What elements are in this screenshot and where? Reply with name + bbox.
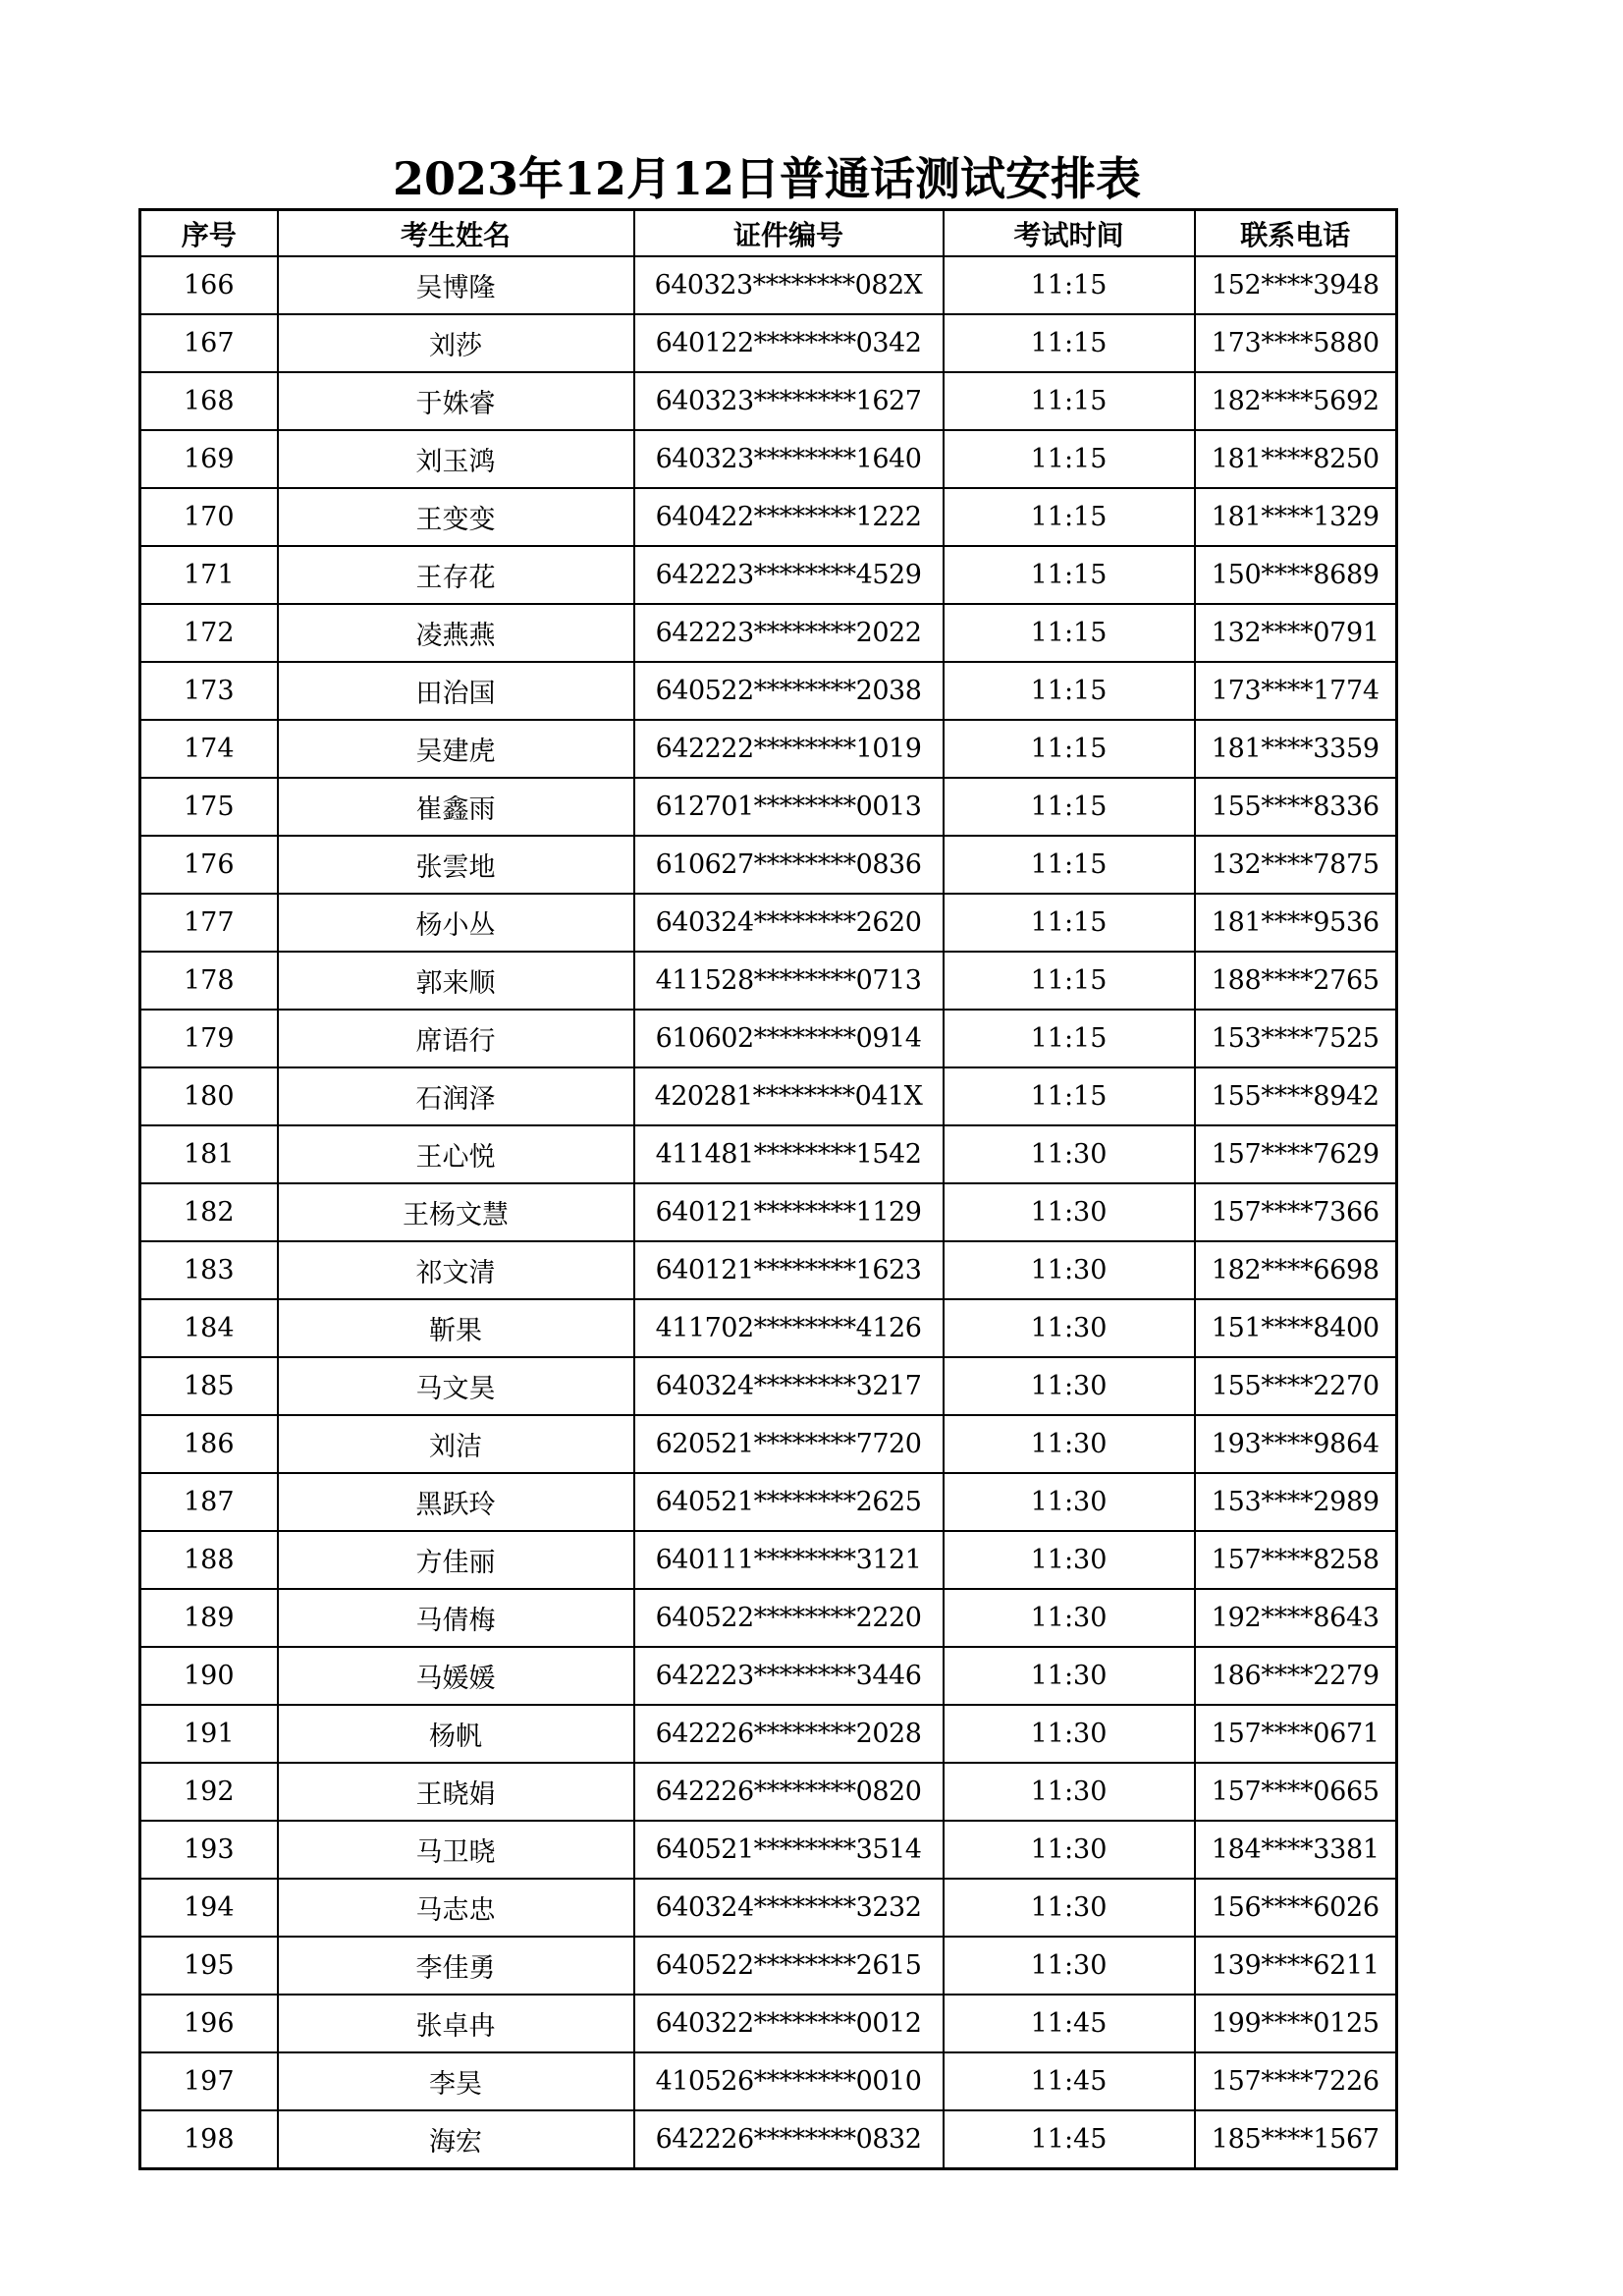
phone-cell: 193****9864 bbox=[1195, 1415, 1397, 1473]
time-cell: 11:30 bbox=[944, 1589, 1195, 1647]
seq-cell: 197 bbox=[140, 2052, 278, 2110]
table-row bbox=[140, 2052, 1397, 2110]
phone-cell: 157****0671 bbox=[1195, 1705, 1397, 1763]
name-cell: 王心悦 bbox=[278, 1125, 634, 1183]
phone-cell: 199****0125 bbox=[1195, 1995, 1397, 2052]
table-row bbox=[140, 894, 1397, 952]
time-cell: 11:15 bbox=[944, 720, 1195, 778]
phone-cell: 182****6698 bbox=[1195, 1241, 1397, 1299]
time-cell: 11:15 bbox=[944, 604, 1195, 662]
table-row bbox=[140, 1183, 1397, 1241]
header-name: 考生姓名 bbox=[278, 210, 634, 257]
id-cell: 640111********3121 bbox=[634, 1531, 944, 1589]
time-cell: 11:15 bbox=[944, 952, 1195, 1010]
table-row bbox=[140, 662, 1397, 720]
id-cell: 640122********0342 bbox=[634, 314, 944, 372]
id-cell: 420281********041X bbox=[634, 1067, 944, 1125]
time-cell: 11:30 bbox=[944, 1125, 1195, 1183]
table-row bbox=[140, 1415, 1397, 1473]
table-header bbox=[140, 210, 1397, 257]
table-row bbox=[140, 1995, 1397, 2052]
table-row bbox=[140, 1473, 1397, 1531]
table-row bbox=[140, 1067, 1397, 1125]
name-cell: 张卓冉 bbox=[278, 1995, 634, 2052]
time-cell: 11:30 bbox=[944, 1531, 1195, 1589]
id-cell: 620521********7720 bbox=[634, 1415, 944, 1473]
phone-cell: 139****6211 bbox=[1195, 1937, 1397, 1995]
name-cell: 吴建虎 bbox=[278, 720, 634, 778]
time-cell: 11:15 bbox=[944, 836, 1195, 894]
header-exam-time: 考试时间 bbox=[944, 210, 1195, 257]
name-cell: 马媛媛 bbox=[278, 1647, 634, 1705]
seq-cell: 184 bbox=[140, 1299, 278, 1357]
id-cell: 640121********1129 bbox=[634, 1183, 944, 1241]
id-cell: 640522********2615 bbox=[634, 1937, 944, 1995]
time-cell: 11:30 bbox=[944, 1879, 1195, 1937]
id-cell: 410526********0010 bbox=[634, 2052, 944, 2110]
table-row bbox=[140, 1010, 1397, 1067]
id-cell: 640324********2620 bbox=[634, 894, 944, 952]
name-cell: 刘玉鸿 bbox=[278, 430, 634, 488]
table-row bbox=[140, 1531, 1397, 1589]
phone-cell: 157****8258 bbox=[1195, 1531, 1397, 1589]
name-cell: 凌燕燕 bbox=[278, 604, 634, 662]
name-cell: 席语行 bbox=[278, 1010, 634, 1067]
table-body bbox=[140, 256, 1397, 2169]
seq-cell: 170 bbox=[140, 488, 278, 546]
phone-cell: 181****3359 bbox=[1195, 720, 1397, 778]
header-phone: 联系电话 bbox=[1195, 210, 1397, 257]
header-seq: 序号 bbox=[140, 210, 278, 257]
table-row bbox=[140, 604, 1397, 662]
table-row bbox=[140, 1705, 1397, 1763]
seq-cell: 166 bbox=[140, 256, 278, 314]
time-cell: 11:45 bbox=[944, 2110, 1195, 2169]
phone-cell: 156****6026 bbox=[1195, 1879, 1397, 1937]
table-row bbox=[140, 430, 1397, 488]
name-cell: 王杨文慧 bbox=[278, 1183, 634, 1241]
seq-cell: 182 bbox=[140, 1183, 278, 1241]
name-cell: 杨小丛 bbox=[278, 894, 634, 952]
phone-cell: 173****1774 bbox=[1195, 662, 1397, 720]
id-cell: 640323********1640 bbox=[634, 430, 944, 488]
seq-cell: 194 bbox=[140, 1879, 278, 1937]
time-cell: 11:30 bbox=[944, 1821, 1195, 1879]
table-row bbox=[140, 372, 1397, 430]
time-cell: 11:15 bbox=[944, 314, 1195, 372]
page-title: 2023年12月12日普通话测试安排表 bbox=[392, 152, 1142, 205]
name-cell: 马倩梅 bbox=[278, 1589, 634, 1647]
table-row bbox=[140, 1241, 1397, 1299]
id-cell: 642223********3446 bbox=[634, 1647, 944, 1705]
time-cell: 11:15 bbox=[944, 546, 1195, 604]
phone-cell: 157****7629 bbox=[1195, 1125, 1397, 1183]
phone-cell: 181****9536 bbox=[1195, 894, 1397, 952]
id-cell: 640322********0012 bbox=[634, 1995, 944, 2052]
phone-cell: 185****1567 bbox=[1195, 2110, 1397, 2169]
id-cell: 411528********0713 bbox=[634, 952, 944, 1010]
table-row bbox=[140, 836, 1397, 894]
id-cell: 642226********0832 bbox=[634, 2110, 944, 2169]
id-cell: 642223********2022 bbox=[634, 604, 944, 662]
seq-cell: 192 bbox=[140, 1763, 278, 1821]
name-cell: 马志忠 bbox=[278, 1879, 634, 1937]
seq-cell: 198 bbox=[140, 2110, 278, 2169]
time-cell: 11:15 bbox=[944, 256, 1195, 314]
time-cell: 11:15 bbox=[944, 894, 1195, 952]
id-cell: 642222********1019 bbox=[634, 720, 944, 778]
phone-cell: 153****2989 bbox=[1195, 1473, 1397, 1531]
name-cell: 于姝睿 bbox=[278, 372, 634, 430]
id-cell: 642226********2028 bbox=[634, 1705, 944, 1763]
seq-cell: 195 bbox=[140, 1937, 278, 1995]
name-cell: 王变变 bbox=[278, 488, 634, 546]
name-cell: 崔鑫雨 bbox=[278, 778, 634, 836]
table-row bbox=[140, 488, 1397, 546]
name-cell: 黑跃玲 bbox=[278, 1473, 634, 1531]
time-cell: 11:15 bbox=[944, 1010, 1195, 1067]
time-cell: 11:45 bbox=[944, 1995, 1195, 2052]
seq-cell: 178 bbox=[140, 952, 278, 1010]
name-cell: 海宏 bbox=[278, 2110, 634, 2169]
time-cell: 11:30 bbox=[944, 1299, 1195, 1357]
table-row bbox=[140, 1589, 1397, 1647]
name-cell: 靳果 bbox=[278, 1299, 634, 1357]
time-cell: 11:30 bbox=[944, 1241, 1195, 1299]
seq-cell: 168 bbox=[140, 372, 278, 430]
time-cell: 11:30 bbox=[944, 1183, 1195, 1241]
phone-cell: 150****8689 bbox=[1195, 546, 1397, 604]
table-row bbox=[140, 778, 1397, 836]
seq-cell: 193 bbox=[140, 1821, 278, 1879]
seq-cell: 176 bbox=[140, 836, 278, 894]
name-cell: 吴博隆 bbox=[278, 256, 634, 314]
table-row bbox=[140, 1125, 1397, 1183]
id-cell: 640521********3514 bbox=[634, 1821, 944, 1879]
time-cell: 11:30 bbox=[944, 1937, 1195, 1995]
name-cell: 刘莎 bbox=[278, 314, 634, 372]
phone-cell: 155****8336 bbox=[1195, 778, 1397, 836]
time-cell: 11:15 bbox=[944, 372, 1195, 430]
phone-cell: 157****0665 bbox=[1195, 1763, 1397, 1821]
id-cell: 640422********1222 bbox=[634, 488, 944, 546]
id-cell: 610602********0914 bbox=[634, 1010, 944, 1067]
time-cell: 11:15 bbox=[944, 488, 1195, 546]
name-cell: 王晓娟 bbox=[278, 1763, 634, 1821]
time-cell: 11:15 bbox=[944, 662, 1195, 720]
seq-cell: 190 bbox=[140, 1647, 278, 1705]
time-cell: 11:30 bbox=[944, 1763, 1195, 1821]
table-row bbox=[140, 952, 1397, 1010]
id-cell: 640121********1623 bbox=[634, 1241, 944, 1299]
phone-cell: 157****7366 bbox=[1195, 1183, 1397, 1241]
seq-cell: 188 bbox=[140, 1531, 278, 1589]
seq-cell: 180 bbox=[140, 1067, 278, 1125]
seq-cell: 169 bbox=[140, 430, 278, 488]
seq-cell: 196 bbox=[140, 1995, 278, 2052]
phone-cell: 155****2270 bbox=[1195, 1357, 1397, 1415]
seq-cell: 189 bbox=[140, 1589, 278, 1647]
table-row bbox=[140, 1647, 1397, 1705]
phone-cell: 181****1329 bbox=[1195, 488, 1397, 546]
id-cell: 640522********2220 bbox=[634, 1589, 944, 1647]
id-cell: 640324********3217 bbox=[634, 1357, 944, 1415]
name-cell: 马文昊 bbox=[278, 1357, 634, 1415]
seq-cell: 175 bbox=[140, 778, 278, 836]
phone-cell: 152****3948 bbox=[1195, 256, 1397, 314]
name-cell: 方佳丽 bbox=[278, 1531, 634, 1589]
seq-cell: 181 bbox=[140, 1125, 278, 1183]
id-cell: 612701********0013 bbox=[634, 778, 944, 836]
phone-cell: 182****5692 bbox=[1195, 372, 1397, 430]
table-row bbox=[140, 1821, 1397, 1879]
name-cell: 张雲地 bbox=[278, 836, 634, 894]
id-cell: 642223********4529 bbox=[634, 546, 944, 604]
table-row bbox=[140, 314, 1397, 372]
time-cell: 11:15 bbox=[944, 778, 1195, 836]
id-cell: 640323********1627 bbox=[634, 372, 944, 430]
id-cell: 610627********0836 bbox=[634, 836, 944, 894]
seq-cell: 185 bbox=[140, 1357, 278, 1415]
name-cell: 王存花 bbox=[278, 546, 634, 604]
time-cell: 11:30 bbox=[944, 1473, 1195, 1531]
seq-cell: 179 bbox=[140, 1010, 278, 1067]
table-row bbox=[140, 720, 1397, 778]
phone-cell: 188****2765 bbox=[1195, 952, 1397, 1010]
phone-cell: 157****7226 bbox=[1195, 2052, 1397, 2110]
seq-cell: 167 bbox=[140, 314, 278, 372]
name-cell: 石润泽 bbox=[278, 1067, 634, 1125]
phone-cell: 132****0791 bbox=[1195, 604, 1397, 662]
seq-cell: 183 bbox=[140, 1241, 278, 1299]
table-row bbox=[140, 1299, 1397, 1357]
name-cell: 马卫晓 bbox=[278, 1821, 634, 1879]
table-row bbox=[140, 1937, 1397, 1995]
schedule-table bbox=[138, 208, 1398, 2170]
seq-cell: 186 bbox=[140, 1415, 278, 1473]
id-cell: 411481********1542 bbox=[634, 1125, 944, 1183]
time-cell: 11:15 bbox=[944, 1067, 1195, 1125]
seq-cell: 173 bbox=[140, 662, 278, 720]
id-cell: 642226********0820 bbox=[634, 1763, 944, 1821]
table-row bbox=[140, 256, 1397, 314]
phone-cell: 153****7525 bbox=[1195, 1010, 1397, 1067]
id-cell: 640324********3232 bbox=[634, 1879, 944, 1937]
name-cell: 李昊 bbox=[278, 2052, 634, 2110]
header-row bbox=[140, 210, 1397, 257]
phone-cell: 151****8400 bbox=[1195, 1299, 1397, 1357]
time-cell: 11:30 bbox=[944, 1357, 1195, 1415]
name-cell: 李佳勇 bbox=[278, 1937, 634, 1995]
phone-cell: 132****7875 bbox=[1195, 836, 1397, 894]
time-cell: 11:45 bbox=[944, 2052, 1195, 2110]
phone-cell: 186****2279 bbox=[1195, 1647, 1397, 1705]
seq-cell: 174 bbox=[140, 720, 278, 778]
phone-cell: 155****8942 bbox=[1195, 1067, 1397, 1125]
phone-cell: 173****5880 bbox=[1195, 314, 1397, 372]
time-cell: 11:30 bbox=[944, 1415, 1195, 1473]
time-cell: 11:30 bbox=[944, 1647, 1195, 1705]
seq-cell: 177 bbox=[140, 894, 278, 952]
seq-cell: 171 bbox=[140, 546, 278, 604]
table-row bbox=[140, 1357, 1397, 1415]
phone-cell: 181****8250 bbox=[1195, 430, 1397, 488]
name-cell: 杨帆 bbox=[278, 1705, 634, 1763]
name-cell: 田治国 bbox=[278, 662, 634, 720]
id-cell: 640522********2038 bbox=[634, 662, 944, 720]
table-row bbox=[140, 2110, 1397, 2169]
name-cell: 祁文清 bbox=[278, 1241, 634, 1299]
seq-cell: 172 bbox=[140, 604, 278, 662]
name-cell: 刘洁 bbox=[278, 1415, 634, 1473]
table-row bbox=[140, 1879, 1397, 1937]
table-row bbox=[140, 1763, 1397, 1821]
time-cell: 11:30 bbox=[944, 1705, 1195, 1763]
phone-cell: 184****3381 bbox=[1195, 1821, 1397, 1879]
time-cell: 11:15 bbox=[944, 430, 1195, 488]
id-cell: 640521********2625 bbox=[634, 1473, 944, 1531]
name-cell: 郭来顺 bbox=[278, 952, 634, 1010]
seq-cell: 191 bbox=[140, 1705, 278, 1763]
seq-cell: 187 bbox=[140, 1473, 278, 1531]
table-row bbox=[140, 546, 1397, 604]
phone-cell: 192****8643 bbox=[1195, 1589, 1397, 1647]
id-cell: 640323********082X bbox=[634, 256, 944, 314]
header-id-number: 证件编号 bbox=[634, 210, 944, 257]
id-cell: 411702********4126 bbox=[634, 1299, 944, 1357]
